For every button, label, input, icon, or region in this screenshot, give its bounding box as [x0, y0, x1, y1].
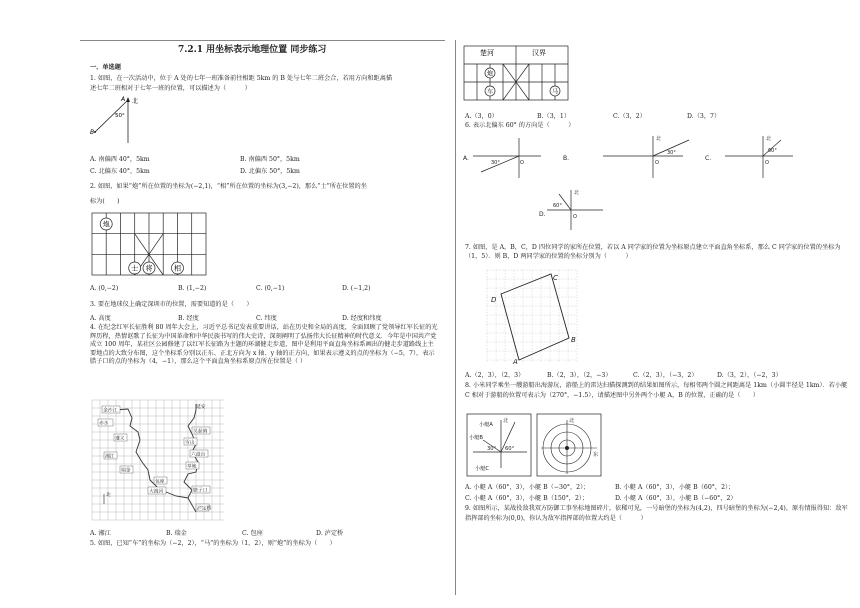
q4-north-label: 北	[106, 493, 111, 498]
q4-place-ludingqiao: 泸定桥	[197, 506, 212, 512]
q1-angle-label: 50°	[115, 113, 125, 119]
q2-option-a[interactable]: A. (0,−2)	[90, 285, 119, 292]
q1-option-b[interactable]: B. 南偏西 50°，5km	[240, 156, 300, 163]
q6-d-origin: O	[573, 214, 577, 220]
q6-b-angle: 30°	[667, 150, 676, 156]
q5-option-c[interactable]: C.（3，2）	[613, 113, 646, 120]
q6-label-a: A.	[463, 155, 469, 162]
q5-ma-piece: 马	[552, 88, 559, 96]
q8-option-d[interactable]: D. 小艇 A（60°，3），小艇 B（−60°，2）	[615, 495, 737, 502]
q6-stem: 6. 表示北偏东 60° 的方向是（ ）	[465, 122, 575, 129]
q5-river-right: 汉界	[532, 49, 546, 57]
q9-stem: 9. 如图所示，某战役敌我双方防御工事坐标地图碎片，依稀可见，一号暗堡的坐标为(4,2)，四号暗堡的坐标为(−2,4)，原有情报得知：敌军指挥部的坐标为(0,0)，你认为敌军指挥部的位置大约是（ ）	[465, 505, 848, 522]
q8-radar-figure	[465, 412, 615, 480]
q1-stem-line2: 述七年二班相对于七年一班的位置，可以描述为（ ）	[90, 85, 251, 92]
q6-a-angle: 30°	[491, 160, 500, 166]
q3-option-a[interactable]: A. 高度	[90, 315, 111, 322]
q6-c-origin: O	[765, 160, 769, 166]
q2-jiang-piece: 将	[145, 264, 153, 273]
q7-point-a: A	[513, 358, 518, 366]
q1-north-label: 北	[132, 98, 139, 105]
q1-point-b: B	[90, 129, 95, 136]
q7-option-d[interactable]: D.（3，2），（−2，3）	[717, 372, 782, 379]
q5-option-a[interactable]: A.（3，0）	[465, 113, 498, 120]
q4-march-map	[92, 400, 242, 522]
q1-option-a[interactable]: A. 南偏西 40°，5km	[90, 156, 150, 163]
q7-grid-figure	[487, 270, 587, 365]
q8-stem: 8. 小米同学乘坐一艘游船出海游玩，游船上的雷达扫描探测到的结果如图所示，每相邻两个圆之间距离是 1km（小圆半径是 1km）．若小艇 C 相对于游船的位置可表示为（270°，−1.5），请描述图中另外两个小艇 A，B 的位置，正确的是（ ）	[465, 382, 848, 399]
q2-pao-piece: 炮	[102, 220, 110, 229]
q5-chess-board	[462, 44, 572, 104]
q7-point-b: B	[571, 336, 576, 344]
q4-place-xueshan: 雪山	[185, 440, 195, 446]
q4-place-liupanshan: 六盘山	[191, 452, 206, 458]
q4-place-jinshajiang: 金沙江	[103, 408, 118, 414]
q8-boat-a: 小艇A	[479, 422, 493, 428]
q1-point-a: A	[121, 96, 126, 103]
q1-direction-figure	[88, 95, 158, 145]
q6-label-d: D.	[539, 211, 546, 218]
q4-option-b[interactable]: B. 瑞金	[166, 530, 187, 537]
q8-option-c[interactable]: C. 小艇 A（60°，3），小艇 B（150°，2）；	[465, 495, 589, 502]
q4-place-lazikou: 腊子口	[193, 488, 208, 494]
q2-option-c[interactable]: C. (0,−1)	[256, 285, 285, 292]
q5-che-piece: 车	[487, 88, 494, 96]
q4-place-zunyi: 遵义	[115, 436, 125, 442]
q1-option-d[interactable]: D. 北偏东 50°，5km	[240, 168, 300, 175]
q7-option-b[interactable]: B.（2，3），（2，−3）	[547, 372, 612, 379]
q4-place-daduhe: 大渡河	[149, 489, 164, 495]
q7-point-c: C	[553, 274, 558, 282]
q6-c-angle: 60°	[768, 148, 777, 154]
q8-boat-b: 小艇B	[469, 435, 483, 441]
q6-b-origin: O	[655, 160, 659, 166]
q2-xiang-piece: 相	[174, 264, 181, 273]
q6-label-c: C.	[705, 155, 712, 162]
q2-stem-line1: 2. 如图，如果“炮”所在位置的坐标为(−2,1)，“相”所在位置的坐标为(3,−2)，那么“士”所在位置的坐	[90, 183, 367, 190]
q7-option-c[interactable]: C.（2，3），（−3，2）	[633, 372, 698, 379]
q6-b-north: 北	[656, 136, 662, 142]
q6-label-b: B.	[563, 155, 570, 162]
q2-option-b[interactable]: B. (1,−2)	[178, 285, 207, 292]
q5-option-b[interactable]: B.（3，1）	[537, 113, 570, 120]
q1-option-c[interactable]: C. 北偏东 40°，5km	[90, 168, 150, 175]
q8-angle-30: 30°	[487, 446, 497, 452]
q3-option-b[interactable]: B. 经度	[178, 315, 199, 322]
q4-place-caodi: 草地	[187, 464, 197, 470]
q5-option-d[interactable]: D.（3，7）	[687, 113, 721, 120]
q8-north-label-2: 北	[569, 418, 575, 424]
q8-north-label-1: 北	[503, 418, 509, 424]
column-divider	[455, 40, 456, 595]
q2-option-d[interactable]: D. (−1,2)	[342, 285, 371, 292]
section-heading: 一、单选题	[90, 64, 121, 71]
q5-stem: 5. 如图，已知“车”的坐标为（−2，2），“马”的坐标为（1，2），则“炮”的坐标为（ ）	[90, 540, 336, 547]
q8-boat-c: 小艇C	[475, 466, 489, 472]
q4-place-yanan: 延安	[196, 405, 206, 410]
q4-place-chishui: 赤水	[99, 421, 109, 427]
q2-chess-board	[90, 211, 210, 277]
q4-option-a[interactable]: A. 湘江	[90, 530, 111, 537]
q6-c-north: 北	[766, 136, 772, 142]
q8-east-label: 东	[593, 452, 599, 458]
q4-option-c[interactable]: C. 包座	[242, 530, 263, 537]
q4-place-wuqizhen: 吴起镇	[193, 429, 208, 435]
q7-stem: 7. 如图，是 A，B，C，D 四位同学的家所在位置，若以 A 同学家的位置为坐标原点建立平面直角坐标系，那么 C 同学家的位置的坐标为（1，5）．则 B，D 两同学家的位置的坐标分别为（ ）	[465, 244, 841, 260]
q8-option-a[interactable]: A. 小艇 A（60°，3），小艇 B（−30°，2）；	[465, 484, 590, 491]
q8-angle-60: 60°	[505, 446, 515, 452]
q3-stem: 3. 要在地球仪上确定深圳市的位置，需要知道的是（ ）	[90, 301, 253, 308]
q7-option-a[interactable]: A.（2，3），（2，3）	[465, 372, 525, 379]
q2-shi-piece: 士	[131, 264, 139, 273]
q8-option-b[interactable]: B. 小艇 A（60°，3），小艇 B（60°，2）；	[615, 484, 735, 491]
q5-river-left: 楚河	[480, 49, 494, 57]
q6-direction-figures	[463, 134, 843, 234]
q7-point-d: D	[491, 296, 497, 304]
q5-pao-piece: 炮	[487, 70, 494, 78]
page-title: 7.2.1 用坐标表示地理位置 同步练习	[178, 45, 327, 55]
q4-stem: 4. 在纪念红军长征胜利 80 周年大会上，习近平总书记发表重要讲话，站在历史和全局的高度，全面回顾了党领导红军长征的光辉历程，热情讴歌了长征为中国革命和中华民族书写的伟大史诗，深刻阐明了弘扬伟大长征精神的时代意义．今年是中国共产党成立 100 周年，某社区公园修建了以红军长征路为主题的环湖健走步道，图中是利用平面直角坐标系画出的健走步道路线上主要地点的大致分布图，这个坐标系分别以正东、正北方向为 x 轴、y 轴的正方向，如果表示遵义的点的坐标为（−5，7），表示腊子口的点的坐标为（4，−1），那么这个平面直角坐标系原点所在位置是（ ）	[90, 324, 438, 366]
q3-option-d[interactable]: D. 经度和纬度	[342, 315, 382, 322]
q3-option-c[interactable]: C. 纬度	[256, 315, 277, 322]
q2-stem-line2: 标为( )	[90, 198, 120, 205]
q4-place-ruijin: 瑞金	[121, 468, 131, 474]
q1-stem-line1: 1. 如图，在一次活动中，位于 A 处的七年一班准备前往相距 5km 的 B 处与七年二班会合，若用方向和距离描	[90, 75, 393, 82]
top-rule	[80, 40, 445, 41]
q6-a-origin: O	[520, 160, 524, 166]
q4-place-baozuo: 包座	[155, 479, 165, 485]
q6-d-north: 北	[574, 190, 580, 196]
q4-place-xiangjiang: 湘江	[105, 454, 115, 460]
q4-option-d[interactable]: D. 泸定桥	[316, 530, 344, 537]
q6-d-angle: 60°	[553, 203, 562, 209]
